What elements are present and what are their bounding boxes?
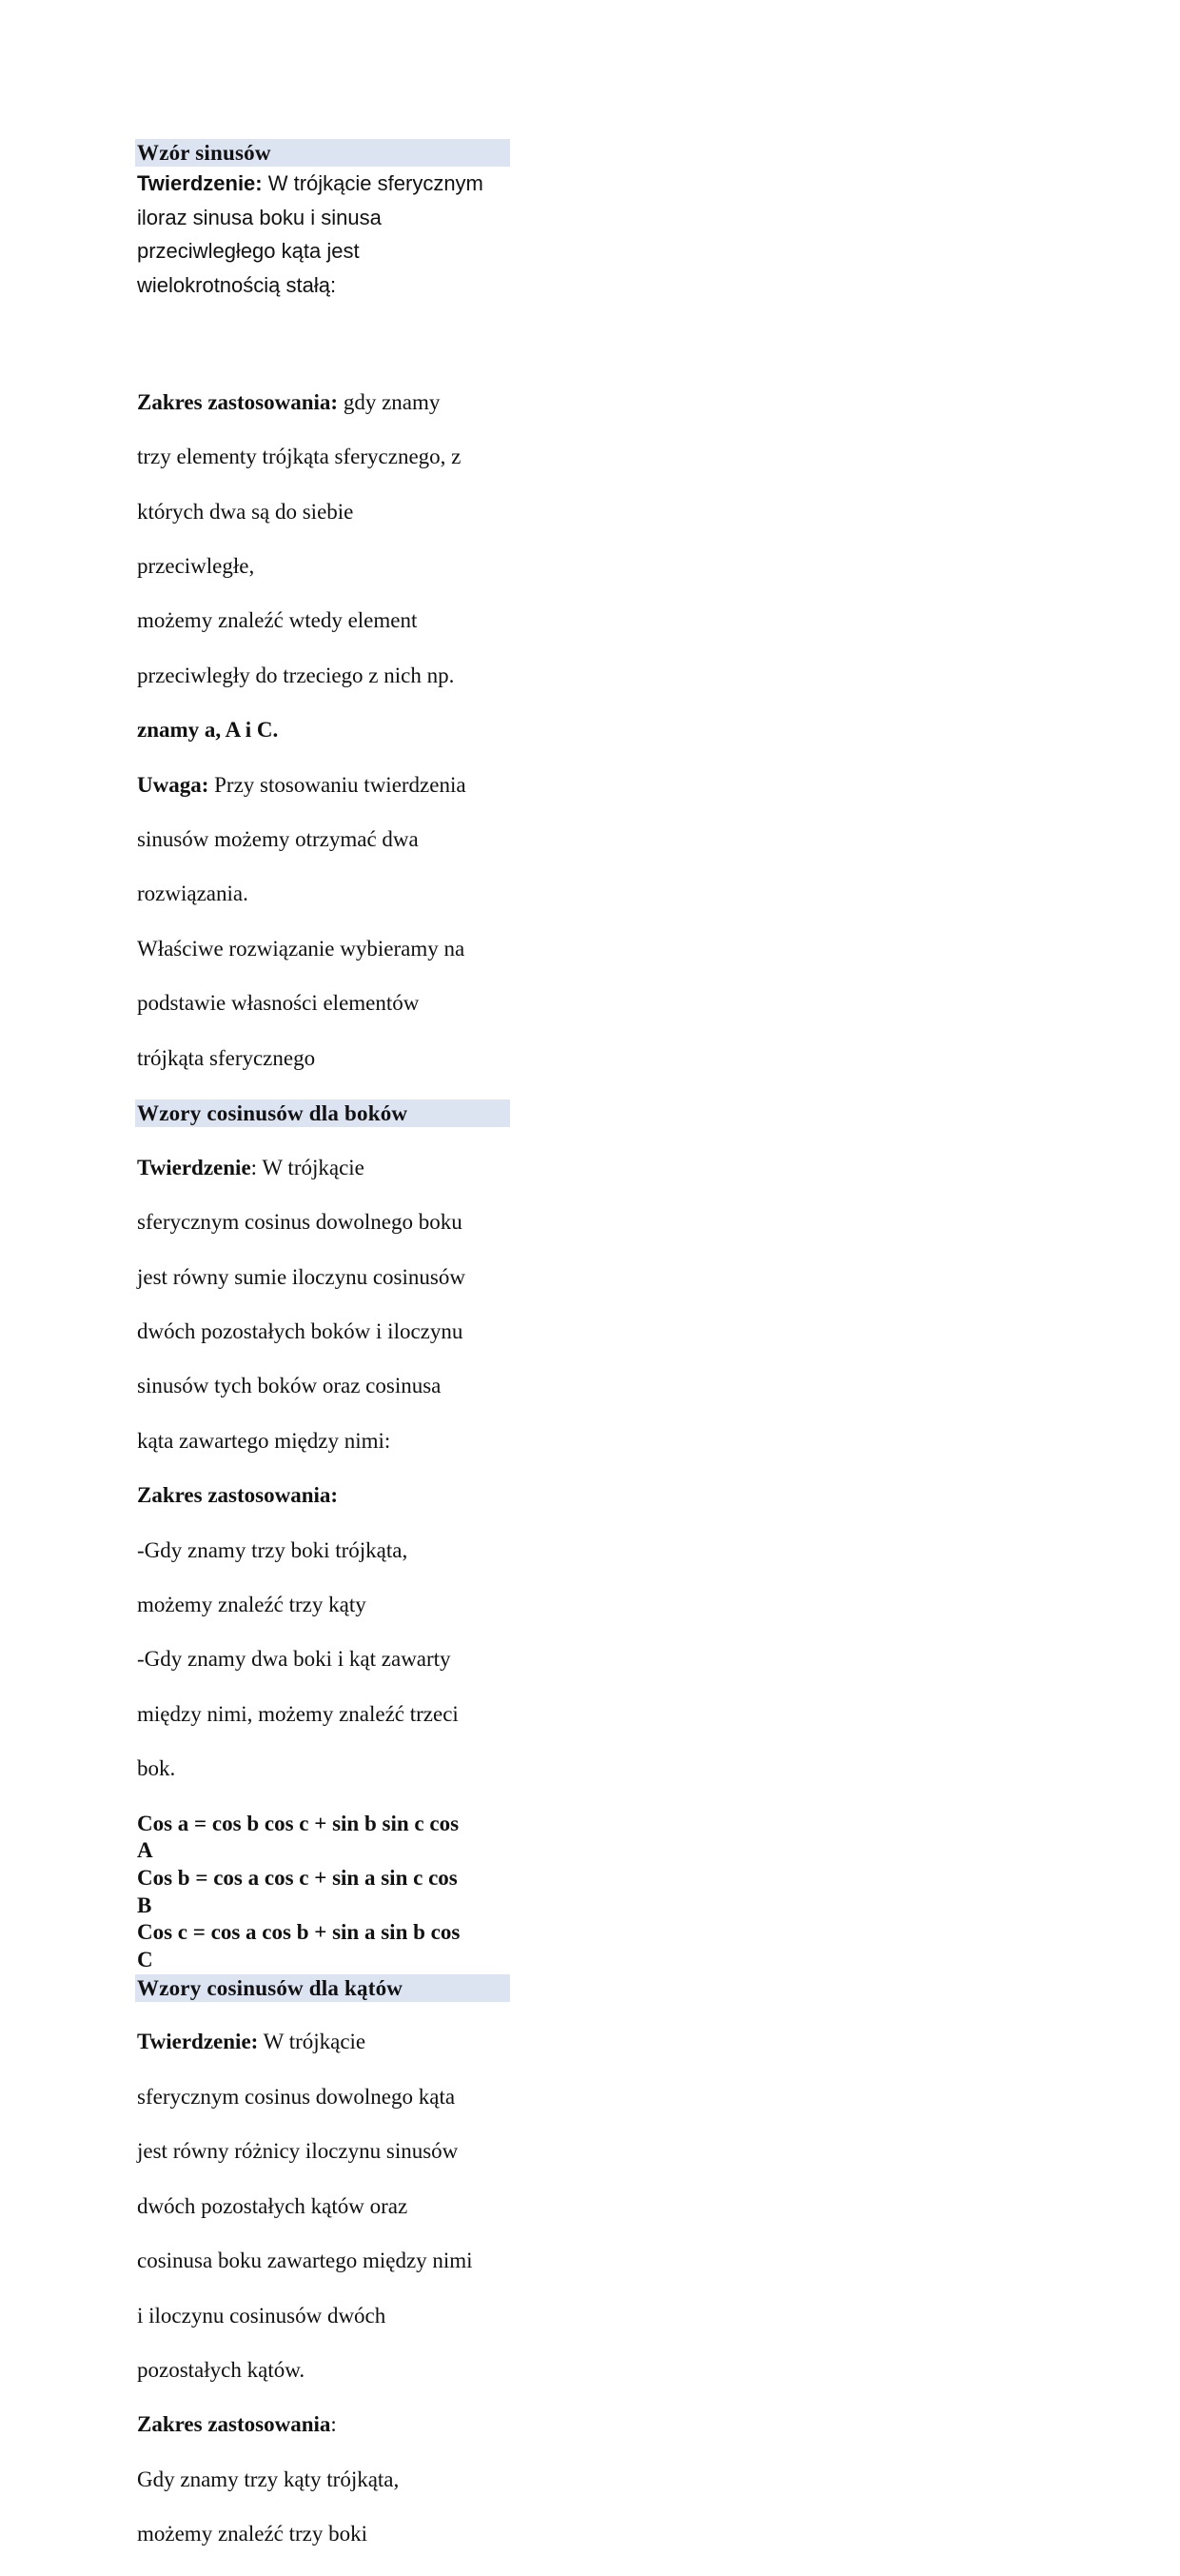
formula-gap: [137, 302, 510, 362]
theorem-line-4: dwóch pozostałych kątów oraz: [137, 2193, 408, 2218]
scope-line-3: -Gdy znamy dwa boki i kąt zawarty: [137, 1647, 451, 1672]
theorem-text: : W trójkącie: [250, 1155, 364, 1179]
theorem-line-5: sinusów tych boków oraz cosinusa: [137, 1374, 442, 1398]
sine-theorem-line-4: wielokrotnością stałą:: [137, 272, 337, 297]
scope-line-4: między nimi, możemy znaleźć trzeci: [137, 1701, 459, 1726]
theorem-line-2: sferycznym cosinus dowolnego boku: [137, 1210, 462, 1235]
scope-line-3: których dwa są do siebie: [137, 499, 354, 524]
cosine-formulas: [137, 1811, 510, 1974]
note-line-5: podstawie własności elementów: [137, 991, 420, 1016]
sine-scope: [137, 362, 510, 1100]
sine-theorem-line-2: iloraz sinusa boku i sinusa: [137, 205, 382, 229]
scope-line-1: Gdy znamy trzy kąty trójkąta,: [137, 2467, 400, 2491]
scope-label: Zakres zastosowania:: [137, 1483, 339, 1508]
section-heading-cosine-angles: Wzory cosinusów dla kątów: [135, 1974, 510, 2002]
formula-line-6: C: [137, 1948, 153, 1972]
section-heading-cosine-sides: Wzory cosinusów dla boków: [135, 1100, 510, 1127]
theorem-line-3: jest równy sumie iloczynu cosinusów: [137, 1264, 465, 1289]
theorem-line-2: sferycznym cosinus dowolnego kąta: [137, 2084, 456, 2109]
theorem-line-6: i iloczynu cosinusów dwóch: [137, 2303, 386, 2328]
scope-line-7: znamy a, A i C.: [137, 718, 279, 743]
theorem-line-1: [137, 1155, 510, 1182]
sine-theorem: [137, 167, 510, 302]
note-line-4: Właściwe rozwiązanie wybieramy na: [137, 936, 465, 961]
formula-line-4: B: [137, 1892, 152, 1917]
note-line-3: rozwiązania.: [137, 882, 248, 906]
note-line-2: sinusów możemy otrzymać dwa: [137, 826, 419, 851]
theorem-line-4: dwóch pozostałych boków i iloczynu: [137, 1318, 463, 1343]
theorem-line-6: kąta zawartego między nimi:: [137, 1428, 391, 1453]
note-text: Przy stosowaniu twierdzenia: [208, 772, 466, 797]
scope-line-2: trzy elementy trójkąta sferycznego, z: [137, 445, 462, 469]
scope-line-5: możemy znaleźć wtedy element: [137, 608, 418, 633]
scope-label-line: [137, 2411, 510, 2439]
cosine-sides-body: [137, 1127, 510, 1811]
theorem-text: W trójkącie sferycznym: [262, 171, 483, 195]
theorem-line-7: pozostałych kątów.: [137, 2357, 305, 2382]
cosine-angles-body: [137, 2002, 510, 2576]
scope-line-2: możemy znaleźć trzy boki: [137, 2522, 368, 2546]
note-line-1: [137, 772, 510, 800]
scope-line-1: [137, 389, 510, 417]
scope-text: gdy znamy: [338, 389, 441, 414]
formula-line-1: Cos a = cos b cos c + sin b sin c cos: [137, 1811, 460, 1835]
scope-line-4: przeciwległe,: [137, 553, 255, 578]
theorem-label: Twierdzenie: [137, 1155, 251, 1179]
scope-line-1: -Gdy znamy trzy boki trójkąta,: [137, 1537, 408, 1562]
scope-label: Zakres zastosowania:: [137, 389, 339, 414]
formula-line-2: A: [137, 1838, 153, 1863]
note-label: Uwaga:: [137, 772, 209, 797]
scope-colon: :: [330, 2412, 337, 2437]
scope-line-6: przeciwległy do trzeciego z nich np.: [137, 663, 455, 687]
note-line-6: trójkąta sferycznego: [137, 1045, 316, 1070]
theorem-label: Twierdzenie:: [137, 2030, 259, 2054]
theorem-line-5: cosinusa boku zawartego między nimi: [137, 2249, 473, 2273]
theorem-line-3: jest równy różnicy iloczynu sinusów: [137, 2139, 459, 2164]
scope-label: Zakres zastosowania: [137, 2412, 331, 2437]
formula-line-5: Cos c = cos a cos b + sin a sin b cos: [137, 1920, 461, 1945]
document-column: [137, 139, 510, 2576]
formula-line-3: Cos b = cos a cos c + sin a sin c cos: [137, 1865, 458, 1890]
section-heading-sine-rule: Wzór sinusów: [135, 139, 510, 167]
theorem-line-1: [137, 2029, 510, 2056]
scope-line-2: możemy znaleźć trzy kąty: [137, 1592, 366, 1616]
sine-theorem-line-1: [137, 167, 510, 201]
theorem-text: W trójkącie: [258, 2030, 366, 2054]
scope-line-5: bok.: [137, 1756, 176, 1781]
sine-theorem-line-3: przeciwległego kąta jest: [137, 239, 360, 263]
theorem-label: Twierdzenie:: [137, 171, 263, 195]
